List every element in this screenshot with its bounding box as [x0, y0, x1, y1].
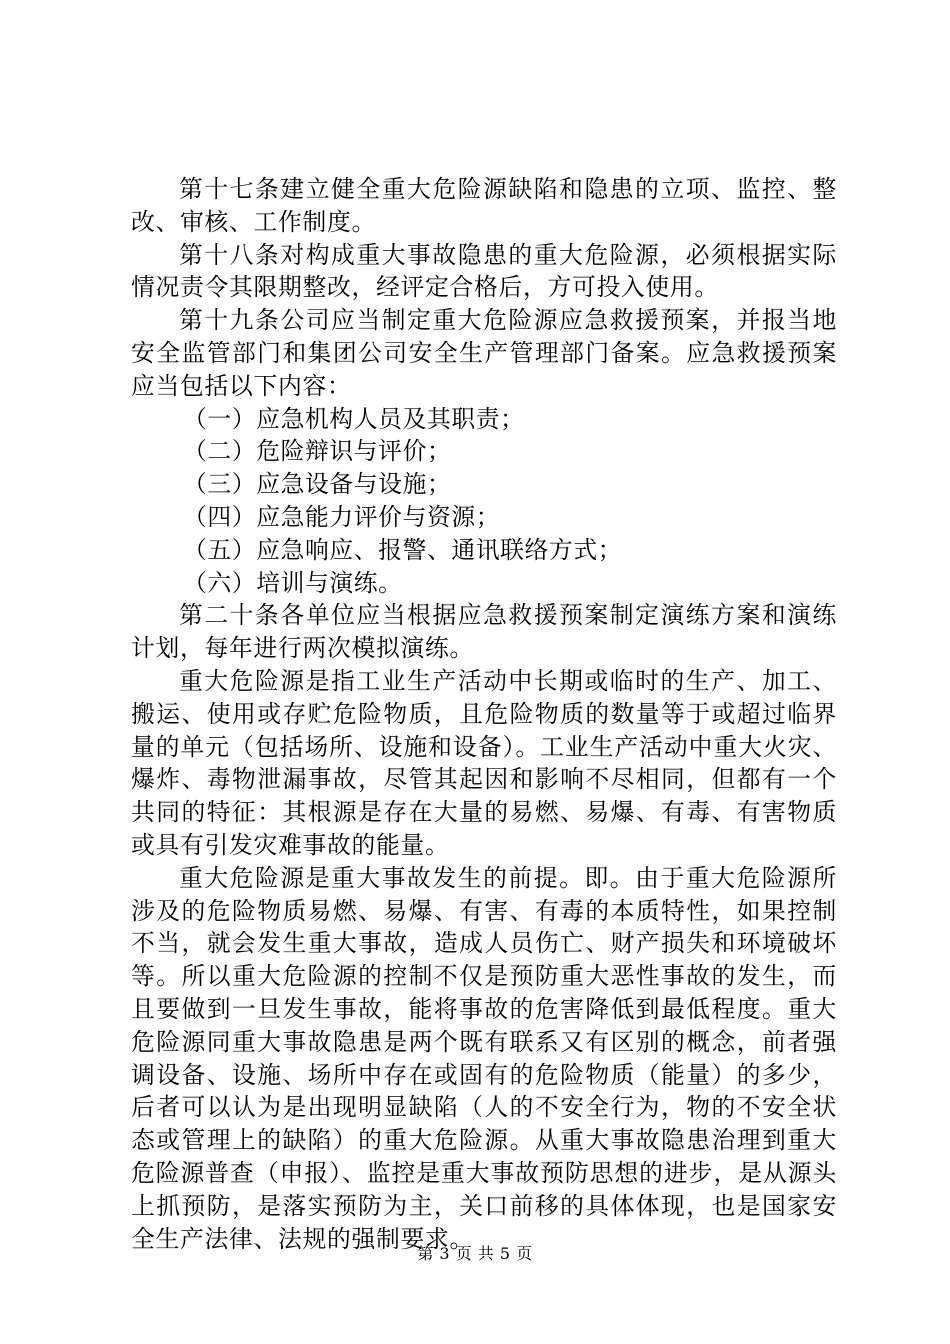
list-item: （三）应急设备与设施；	[183, 470, 452, 499]
page-number-footer: 第 3 页 共 5 页	[417, 1244, 533, 1263]
explanation-paragraph: 重大危险源是重大事故发生的前提。即。由于重大危险源所涉及的危险物质易燃、易爆、有害、有毒的本质特性，如果控制不当，就会发生重大事故，造成人员伤亡、财产损失和环境破坏等。所以重大危险源的控制不仅是预防重大恶性事故的发生，而且要做到一旦发生事故，能将事故的危害降低到最低程度。重大危险源同重大事故隐患是两个既有联系又有区别的概念，前者强调设备、设施、场所中存在或固有的危险物质（能量）的多少，后者可以认为是出现明显缺陷（人的不安全行为，物的不安全状态或管理上的缺陷）的重大危险源。从重大事故隐患治理到重大危险源普查（申报）、监控是重大事故预防思想的进步，是从源头上抓预防，是落实预防为主，关口前移的具体体现，也是国家安全生产法律、法规的强制要求。	[131, 863, 837, 1253]
article-19-paragraph: 第十九条公司应当制定重大危险源应急救援预案，并报当地安全监管部门和集团公司安全生产管理部门备案。应急救援预案应当包括以下内容：	[131, 306, 837, 400]
list-item: （一）应急机构人员及其职责；	[183, 404, 525, 433]
document-body	[131, 173, 837, 1255]
list-item: （四）应急能力评价与资源；	[183, 502, 501, 531]
definition-paragraph: 重大危险源是指工业生产活动中长期或临时的生产、加工、搬运、使用或存贮危险物质，且危险物质的数量等于或超过临界量的单元（包括场所、设施和设备）。工业生产活动中重大火灾、爆炸、毒物泄漏事故，尽管其起因和影响不尽相同，但都有一个共同的特征：其根源是存在大量的易燃、易爆、有毒、有害物质或具有引发灾难事故的能量。	[131, 666, 837, 859]
article-18-paragraph: 第十八条对构成重大事故隐患的重大危险源，必须根据实际情况责令其限期整改，经评定合格后，方可投入使用。	[131, 240, 837, 302]
article-17-paragraph: 第十七条建立健全重大危险源缺陷和隐患的立项、监控、整改、审核、工作制度。	[131, 175, 837, 236]
list-item: （二）危险辩识与评价；	[183, 437, 452, 466]
list-item: （五）应急响应、报警、通讯联络方式；	[183, 535, 623, 564]
list-item: （六）培训与演练。	[183, 568, 403, 597]
article-20-paragraph: 第二十条各单位应当根据应急救援预案制定演练方案和演练计划，每年进行两次模拟演练。	[131, 601, 837, 663]
